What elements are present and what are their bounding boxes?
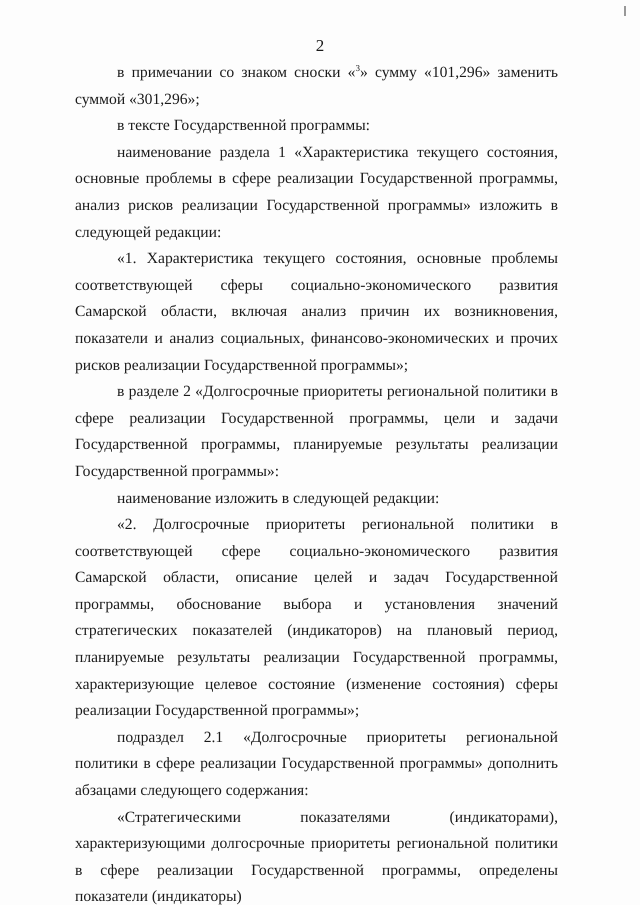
scan-artifact-mark (624, 6, 626, 16)
page-number: 2 (315, 36, 325, 55)
paragraph-footnote-amendment (75, 60, 558, 113)
paragraph-text-part: в примечании со знаком сноски « (117, 64, 356, 81)
document-body (75, 60, 558, 911)
paragraph: в тексте Государственной программы: (117, 117, 371, 135)
paragraph: подраздел 2.1 «Долгосрочные приоритеты региональной политики в сфере реализации Государственной программы» дополнить абзацами следующего содержания: (75, 728, 558, 800)
paragraph-quoted-content: «Стратегическими показателями (индикаторами), характеризующими долгосрочные приоритеты региональной политики в сфере реализации Государственной программы, определены показатели (индикаторы) (75, 808, 558, 906)
paragraph-quoted-section-title: «2. Долгосрочные приоритеты региональной политики в соответствующей сфере социально-экономического развития Самарской области, описание целей и задач Государственной программы, обоснование выбора и установления значений стратегических показателей (индикаторов) на плановый период, планируемые результаты реализации Государственной программы, характеризующие целевое состояние (изменение состояния) сферы реализации Государственной программы»; (75, 516, 558, 720)
paragraph: в разделе 2 «Долгосрочные приоритеты региональной политики в сфере реализации Государственной программы, цели и задачи Государственной программы, планируемые результаты реализации Государственной программы»: (75, 383, 558, 480)
footnote-superscript: 3 (355, 63, 360, 73)
paragraph: наименование изложить в следующей редакции: (117, 489, 440, 507)
paragraph-quoted-section-title: «1. Характеристика текущего состояния, основные проблемы соответствующей сферы социально-экономического развития Самарской области, включая анализ причин их возникновения, показатели и анализ социальных, финансово-экономических и прочих рисков реализации Государственной программы»; (75, 250, 558, 374)
paragraph-text-part: » сумму «101,296» заменить суммой «301,296»; (75, 64, 559, 108)
paragraph: наименование раздела 1 «Характеристика текущего состояния, основные проблемы в сфере реализации Государственной программы, анализ рисков реализации Государственной программы» изложить в следующей редакции: (75, 143, 558, 241)
